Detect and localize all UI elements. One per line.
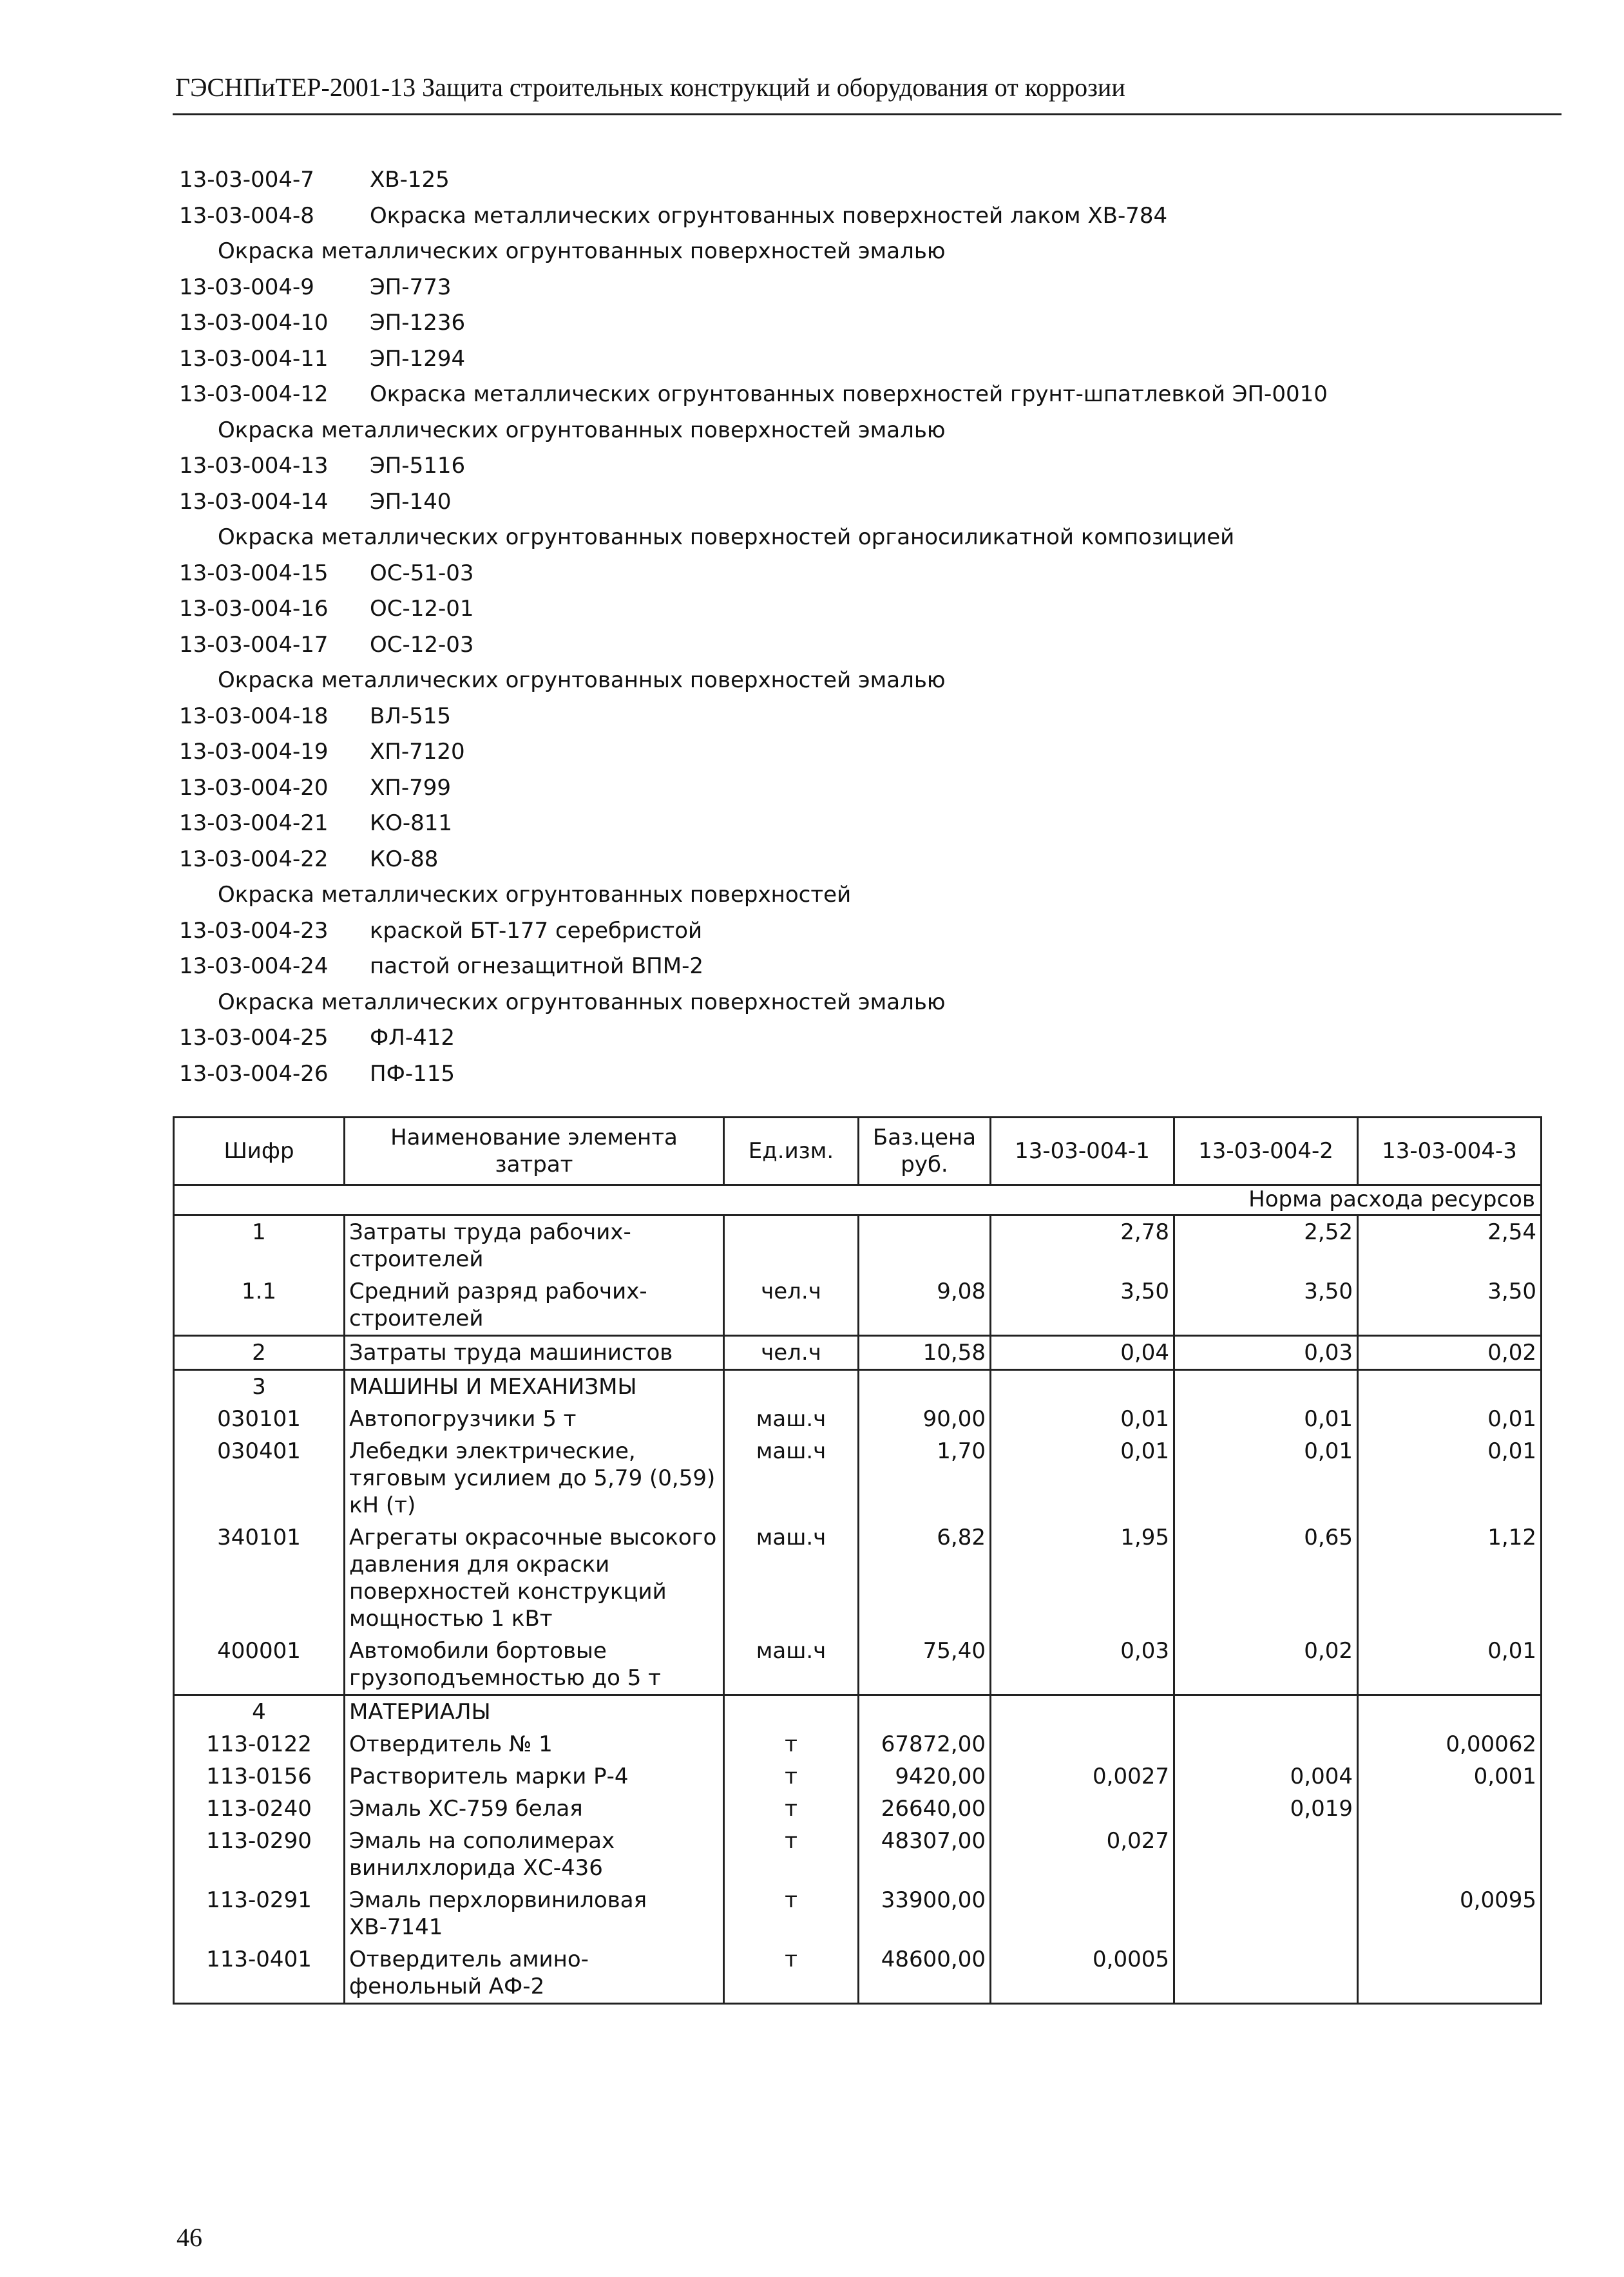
- cell-unit: т: [724, 1793, 859, 1825]
- cell-v3: 0,01: [1358, 1403, 1542, 1435]
- item-code: 13-03-004-19: [179, 739, 329, 765]
- item-text: ОС-51-03: [370, 560, 474, 586]
- page-number: 46: [177, 2223, 202, 2252]
- table-row: [174, 1336, 1542, 1370]
- list-item: [179, 305, 1532, 341]
- item-code: 13-03-004-26: [179, 1060, 329, 1087]
- cell-v3: 2,54: [1358, 1215, 1542, 1276]
- cell-code: 113-0401: [174, 1943, 345, 2004]
- item-text: ХП-799: [370, 774, 452, 801]
- cell-price: 75,40: [859, 1635, 991, 1695]
- cell-v2: [1174, 1943, 1358, 2004]
- cell-v3: [1358, 1370, 1542, 1404]
- item-text: ЭП-5116: [370, 453, 466, 479]
- list-item: [179, 806, 1532, 842]
- item-text: краской БТ-177 серебристой: [370, 917, 703, 944]
- table-row: [174, 1370, 1542, 1404]
- cell-v3: 3,50: [1358, 1275, 1542, 1336]
- item-code: 13-03-004-9: [179, 274, 314, 300]
- cell-unit: т: [724, 1728, 859, 1760]
- cell-v1: 3,50: [991, 1275, 1174, 1336]
- cell-v2: 0,65: [1174, 1521, 1358, 1635]
- list-item: [179, 699, 1532, 735]
- list-item: [179, 1020, 1532, 1056]
- cell-name: Лебедки электрические, тяговым усилием до 5,79 (0,59) кН (т): [345, 1435, 724, 1521]
- cell-v2: 3,50: [1174, 1275, 1358, 1336]
- list-item: [179, 484, 1532, 520]
- table-row: [174, 1760, 1542, 1793]
- cell-v1: [991, 1884, 1174, 1943]
- resource-norm-table: [173, 1116, 1542, 2005]
- cell-price: 26640,00: [859, 1793, 991, 1825]
- table-row: [174, 1884, 1542, 1943]
- item-text: ОС-12-01: [370, 596, 474, 622]
- item-text: ЭП-1236: [370, 310, 466, 336]
- table-row: [174, 1695, 1542, 1729]
- cell-unit: т: [724, 1884, 859, 1943]
- cell-v3: [1358, 1825, 1542, 1884]
- cell-v1: 0,0027: [991, 1760, 1174, 1793]
- header-code: Шифр: [174, 1118, 345, 1185]
- code-list: [179, 162, 1532, 1092]
- list-item: [179, 377, 1532, 413]
- cell-unit: маш.ч: [724, 1435, 859, 1521]
- header-name: Наименование элемента затрат: [345, 1118, 724, 1185]
- cell-v1: 0,01: [991, 1403, 1174, 1435]
- cell-name: Эмаль перхлорвиниловая ХВ-7141: [345, 1884, 724, 1943]
- cell-v2: 0,019: [1174, 1793, 1358, 1825]
- cell-code: 030401: [174, 1435, 345, 1521]
- header-price: Баз.цена руб.: [859, 1118, 991, 1185]
- cell-name: Затраты труда рабочих-строителей: [345, 1215, 724, 1276]
- cell-name: Отвердитель № 1: [345, 1728, 724, 1760]
- cell-code: 113-0291: [174, 1884, 345, 1943]
- list-heading: Окраска металлических огрунтованных поверхностей эмалью: [218, 989, 946, 1015]
- list-item: [179, 770, 1532, 806]
- cell-price: 9420,00: [859, 1760, 991, 1793]
- list-item: [179, 842, 1532, 878]
- cell-unit: [724, 1370, 859, 1404]
- table-row: [174, 1521, 1542, 1635]
- table-row: [174, 1943, 1542, 2004]
- item-text: Окраска металлических огрунтованных поверхностей грунт-шпатлевкой ЭП-0010: [370, 381, 1328, 407]
- list-item: [179, 556, 1532, 592]
- item-code: 13-03-004-14: [179, 488, 329, 515]
- cell-v2: 0,03: [1174, 1336, 1358, 1370]
- cell-price: [859, 1695, 991, 1729]
- cell-code: 113-0156: [174, 1760, 345, 1793]
- cell-v2: 0,01: [1174, 1435, 1358, 1521]
- item-code: 13-03-004-8: [179, 202, 314, 229]
- cell-name: Эмаль на сополимерах винилхлорида ХС-436: [345, 1825, 724, 1884]
- table-row: [174, 1635, 1542, 1695]
- item-code: 13-03-004-13: [179, 453, 329, 479]
- item-text: Окраска металлических огрунтованных поверхностей лаком ХВ-784: [370, 202, 1168, 229]
- cell-code: 113-0290: [174, 1825, 345, 1884]
- table-row: [174, 1435, 1542, 1521]
- cell-unit: [724, 1215, 859, 1276]
- cell-v2: [1174, 1825, 1358, 1884]
- list-item: [179, 1056, 1532, 1092]
- cell-code: 113-0240: [174, 1793, 345, 1825]
- cell-code: 3: [174, 1370, 345, 1404]
- item-code: 13-03-004-20: [179, 774, 329, 801]
- list-item: [179, 734, 1532, 770]
- cell-code: 2: [174, 1336, 345, 1370]
- item-text: ХП-7120: [370, 739, 465, 765]
- cell-unit: т: [724, 1943, 859, 2004]
- item-text: КО-811: [370, 810, 453, 836]
- cell-code: 4: [174, 1695, 345, 1729]
- item-text: ЭП-773: [370, 274, 452, 300]
- table-row: [174, 1728, 1542, 1760]
- cell-code: 400001: [174, 1635, 345, 1695]
- cell-unit: т: [724, 1760, 859, 1793]
- cell-v1: 0,01: [991, 1435, 1174, 1521]
- item-text: пастой огнезащитной ВПМ-2: [370, 953, 703, 979]
- table-row: [174, 1275, 1542, 1336]
- cell-name: Агрегаты окрасочные высокого давления для окраски поверхностей конструкций мощностью 1 кВт: [345, 1521, 724, 1635]
- item-text: КО-88: [370, 846, 439, 872]
- cell-name: Эмаль ХС-759 белая: [345, 1793, 724, 1825]
- header-v2: 13-03-004-2: [1174, 1118, 1358, 1185]
- list-item: [179, 341, 1532, 377]
- item-text: ХВ-125: [370, 167, 450, 193]
- item-code: 13-03-004-21: [179, 810, 329, 836]
- cell-v3: [1358, 1793, 1542, 1825]
- cell-name: Отвердитель амино-фенольный АФ-2: [345, 1943, 724, 2004]
- cell-unit: т: [724, 1825, 859, 1884]
- norm-title: Норма расхода ресурсов: [174, 1185, 1542, 1215]
- list-item: [179, 949, 1532, 985]
- item-text: ЭП-140: [370, 488, 452, 515]
- cell-v1: 1,95: [991, 1521, 1174, 1635]
- cell-v2: 0,02: [1174, 1635, 1358, 1695]
- list-item: [179, 591, 1532, 627]
- cell-code: 340101: [174, 1521, 345, 1635]
- item-code: 13-03-004-15: [179, 560, 329, 586]
- cell-price: 67872,00: [859, 1728, 991, 1760]
- cell-name: Затраты труда машинистов: [345, 1336, 724, 1370]
- cell-price: 9,08: [859, 1275, 991, 1336]
- cell-price: [859, 1370, 991, 1404]
- table-row: [174, 1403, 1542, 1435]
- list-item: [179, 913, 1532, 949]
- cell-v1: 0,0005: [991, 1943, 1174, 2004]
- cell-price: 10,58: [859, 1336, 991, 1370]
- item-text: ФЛ-412: [370, 1025, 455, 1051]
- item-code: 13-03-004-11: [179, 345, 329, 372]
- header-v1: 13-03-004-1: [991, 1118, 1174, 1185]
- cell-price: 48600,00: [859, 1943, 991, 2004]
- cell-v3: 0,001: [1358, 1760, 1542, 1793]
- cell-name: Средний разряд рабочих-строителей: [345, 1275, 724, 1336]
- item-code: 13-03-004-22: [179, 846, 329, 872]
- item-code: 13-03-004-24: [179, 953, 329, 979]
- cell-code: 113-0122: [174, 1728, 345, 1760]
- cell-v3: 0,0095: [1358, 1884, 1542, 1943]
- item-text: ЭП-1294: [370, 345, 466, 372]
- cell-code: 1: [174, 1215, 345, 1276]
- cell-unit: маш.ч: [724, 1521, 859, 1635]
- cell-name: Растворитель марки Р-4: [345, 1760, 724, 1793]
- cell-price: [859, 1215, 991, 1276]
- cell-v1: 0,03: [991, 1635, 1174, 1695]
- cell-v2: [1174, 1695, 1358, 1729]
- cell-name: МАТЕРИАЛЫ: [345, 1695, 724, 1729]
- table-row: [174, 1793, 1542, 1825]
- cell-price: 33900,00: [859, 1884, 991, 1943]
- list-item: [179, 448, 1532, 484]
- item-code: 13-03-004-17: [179, 631, 329, 658]
- cell-v3: 0,01: [1358, 1435, 1542, 1521]
- cell-v1: 0,027: [991, 1825, 1174, 1884]
- cell-v2: 0,01: [1174, 1403, 1358, 1435]
- cell-v2: [1174, 1728, 1358, 1760]
- cell-price: 1,70: [859, 1435, 991, 1521]
- page-header: ГЭСНПиТЕР-2001-13 Защита строительных конструкций и оборудования от коррозии: [175, 73, 1125, 102]
- cell-v3: 0,01: [1358, 1635, 1542, 1695]
- table-row: [174, 1825, 1542, 1884]
- list-item: [179, 627, 1532, 663]
- item-code: 13-03-004-7: [179, 167, 314, 193]
- cell-v1: 2,78: [991, 1215, 1174, 1276]
- item-code: 13-03-004-12: [179, 381, 329, 407]
- cell-v1: [991, 1695, 1174, 1729]
- item-text: ПФ-115: [370, 1060, 455, 1087]
- header-unit: Ед.изм.: [724, 1118, 859, 1185]
- cell-unit: [724, 1695, 859, 1729]
- table-row: [174, 1215, 1542, 1276]
- cell-v2: 0,004: [1174, 1760, 1358, 1793]
- cell-name: Автомобили бортовые грузоподъемностью до 5 т: [345, 1635, 724, 1695]
- cell-price: 6,82: [859, 1521, 991, 1635]
- list-heading: Окраска металлических огрунтованных поверхностей органосиликатной композицией: [218, 524, 1235, 550]
- cell-v1: [991, 1370, 1174, 1404]
- list-item: [179, 270, 1532, 306]
- header-v3: 13-03-004-3: [1358, 1118, 1542, 1185]
- cell-unit: маш.ч: [724, 1635, 859, 1695]
- norm-title-row: [174, 1185, 1542, 1215]
- table-header-row: [174, 1118, 1542, 1185]
- list-heading: Окраска металлических огрунтованных поверхностей эмалью: [218, 238, 946, 264]
- item-code: 13-03-004-23: [179, 917, 329, 944]
- cell-v2: 2,52: [1174, 1215, 1358, 1276]
- cell-name: МАШИНЫ И МЕХАНИЗМЫ: [345, 1370, 724, 1404]
- item-code: 13-03-004-16: [179, 596, 329, 622]
- list-heading: Окраска металлических огрунтованных поверхностей эмалью: [218, 417, 946, 443]
- cell-name: Автопогрузчики 5 т: [345, 1403, 724, 1435]
- cell-price: 90,00: [859, 1403, 991, 1435]
- list-heading: Окраска металлических огрунтованных поверхностей эмалью: [218, 667, 946, 693]
- cell-code: 030101: [174, 1403, 345, 1435]
- cell-v2: [1174, 1884, 1358, 1943]
- item-code: 13-03-004-18: [179, 703, 329, 729]
- cell-v1: 0,04: [991, 1336, 1174, 1370]
- cell-v1: [991, 1728, 1174, 1760]
- cell-v3: 0,02: [1358, 1336, 1542, 1370]
- item-text: ОС-12-03: [370, 631, 474, 658]
- header-divider: [173, 113, 1562, 115]
- cell-v3: [1358, 1943, 1542, 2004]
- cell-price: 48307,00: [859, 1825, 991, 1884]
- cell-unit: чел.ч: [724, 1275, 859, 1336]
- cell-code: 1.1: [174, 1275, 345, 1336]
- item-code: 13-03-004-25: [179, 1025, 329, 1051]
- item-code: 13-03-004-10: [179, 310, 329, 336]
- cell-v3: 1,12: [1358, 1521, 1542, 1635]
- list-heading: Окраска металлических огрунтованных поверхностей: [218, 882, 852, 908]
- list-item: [179, 162, 1532, 198]
- cell-v3: [1358, 1695, 1542, 1729]
- cell-unit: чел.ч: [724, 1336, 859, 1370]
- cell-v2: [1174, 1370, 1358, 1404]
- list-item: [179, 198, 1532, 234]
- cell-v1: [991, 1793, 1174, 1825]
- item-text: ВЛ-515: [370, 703, 452, 729]
- cell-unit: маш.ч: [724, 1403, 859, 1435]
- cell-v3: 0,00062: [1358, 1728, 1542, 1760]
